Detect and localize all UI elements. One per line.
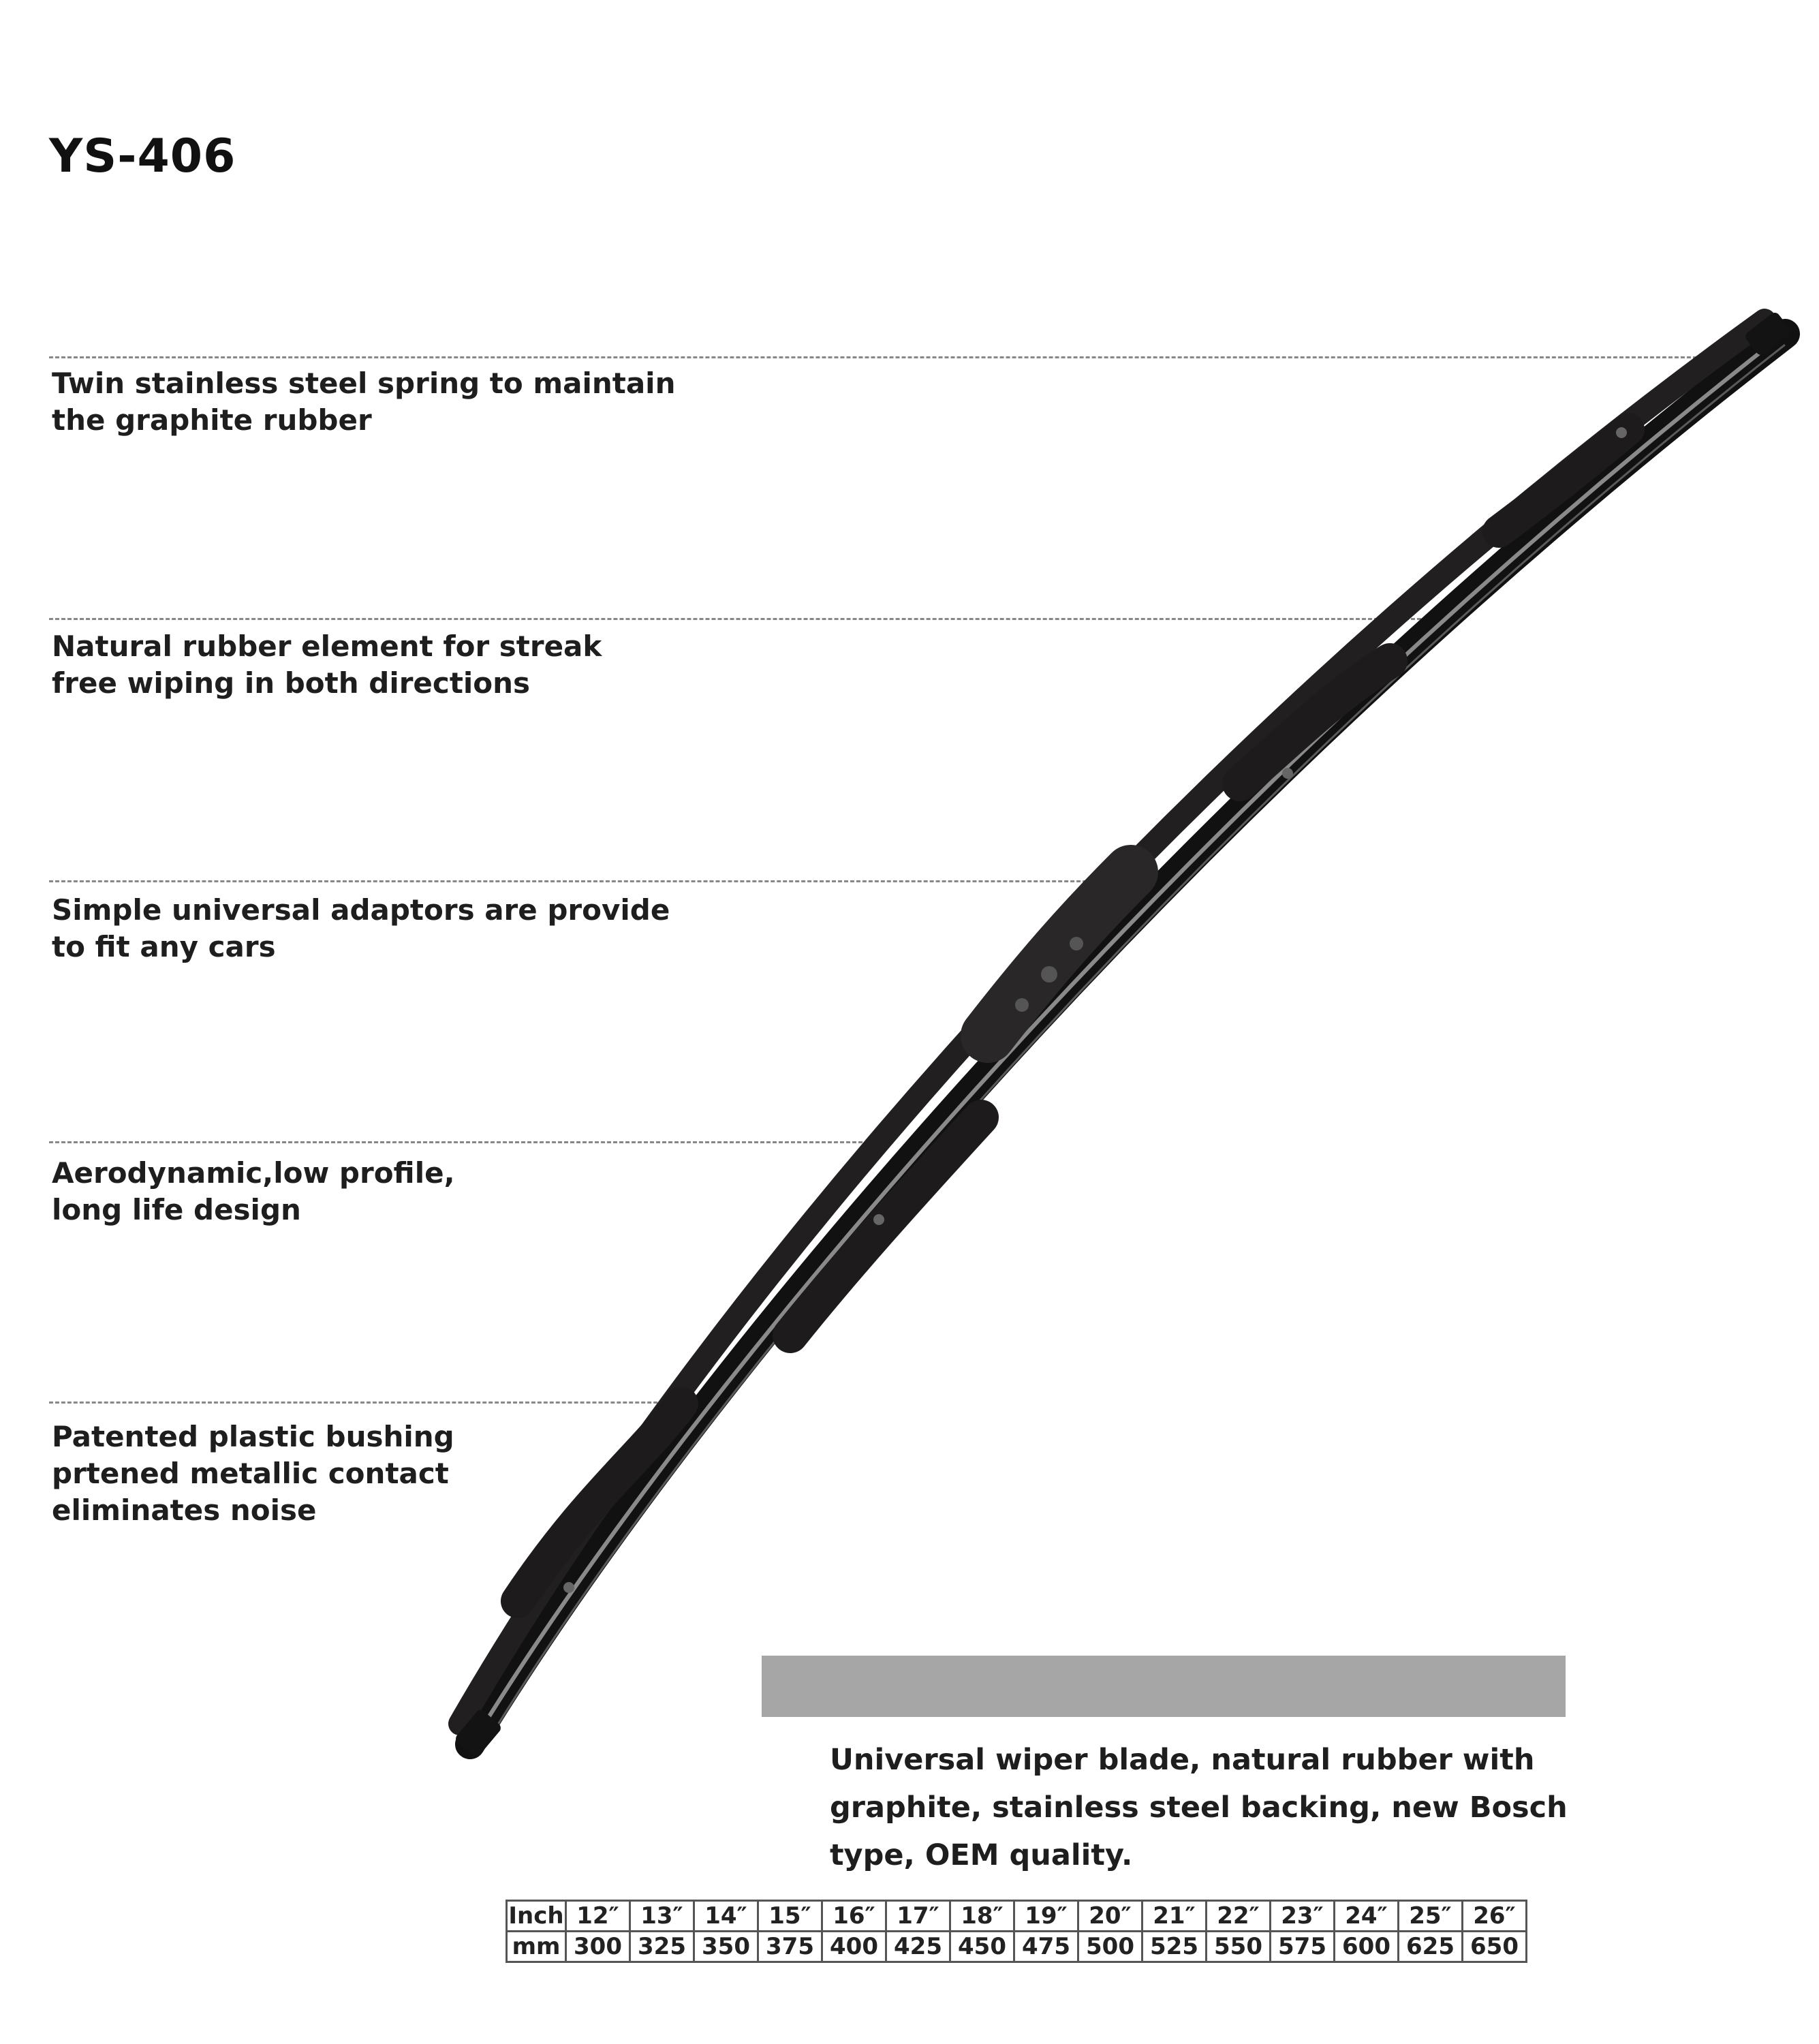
inch-cell: 12″ — [566, 1901, 630, 1932]
inch-cell: 15″ — [758, 1901, 822, 1932]
feature-text-5: Patented plastic bushing prtened metallic contact eliminates noise — [52, 1420, 454, 1527]
table-row-inch — [507, 1901, 1527, 1932]
table-row-mm — [507, 1932, 1527, 1962]
mm-cell: 350 — [694, 1932, 758, 1962]
inch-cell: 25″ — [1399, 1901, 1463, 1932]
inch-cell: 20″ — [1078, 1901, 1142, 1932]
product-description: Universal wiper blade, natural rubber with graphite, stainless steel backing, new Bosch type, OEM quality. — [830, 1743, 1568, 1872]
header-band — [762, 1656, 1566, 1717]
mm-cell: 400 — [822, 1932, 886, 1962]
inch-cell: 21″ — [1142, 1901, 1207, 1932]
inch-cell: 19″ — [1014, 1901, 1078, 1932]
inch-cell: 18″ — [950, 1901, 1014, 1932]
mm-cell: 525 — [1142, 1932, 1207, 1962]
mm-cell: 475 — [1014, 1932, 1078, 1962]
mm-cell: 300 — [566, 1932, 630, 1962]
inch-cell: 17″ — [886, 1901, 950, 1932]
inch-cell: 13″ — [630, 1901, 694, 1932]
inch-cell: 23″ — [1271, 1901, 1335, 1932]
mm-cell: 450 — [950, 1932, 1014, 1962]
mm-cell: 650 — [1463, 1932, 1527, 1962]
size-table — [506, 1900, 1527, 1963]
mm-cell: 375 — [758, 1932, 822, 1962]
inch-cell: 16″ — [822, 1901, 886, 1932]
inch-cell: 14″ — [694, 1901, 758, 1932]
row-label-inch: Inch — [507, 1901, 566, 1932]
mm-cell: 600 — [1335, 1932, 1399, 1962]
feature-text-3: Simple universal adaptors are provide to fit any cars — [52, 893, 670, 963]
row-label-mm: mm — [507, 1932, 566, 1962]
mm-cell: 500 — [1078, 1932, 1142, 1962]
inch-cell: 22″ — [1207, 1901, 1271, 1932]
product-model-title: YS-406 — [49, 129, 236, 183]
feature-text-4: Aerodynamic,low profile, long life design — [52, 1156, 455, 1226]
feature-text-2: Natural rubber element for streak free wiping in both directions — [52, 630, 602, 700]
feature-text-1: Twin stainless steel spring to maintain the graphite rubber — [52, 367, 676, 437]
mm-cell: 625 — [1399, 1932, 1463, 1962]
inch-cell: 24″ — [1335, 1901, 1399, 1932]
mm-cell: 425 — [886, 1932, 950, 1962]
mm-cell: 325 — [630, 1932, 694, 1962]
mm-cell: 575 — [1271, 1932, 1335, 1962]
mm-cell: 550 — [1207, 1932, 1271, 1962]
inch-cell: 26″ — [1463, 1901, 1527, 1932]
